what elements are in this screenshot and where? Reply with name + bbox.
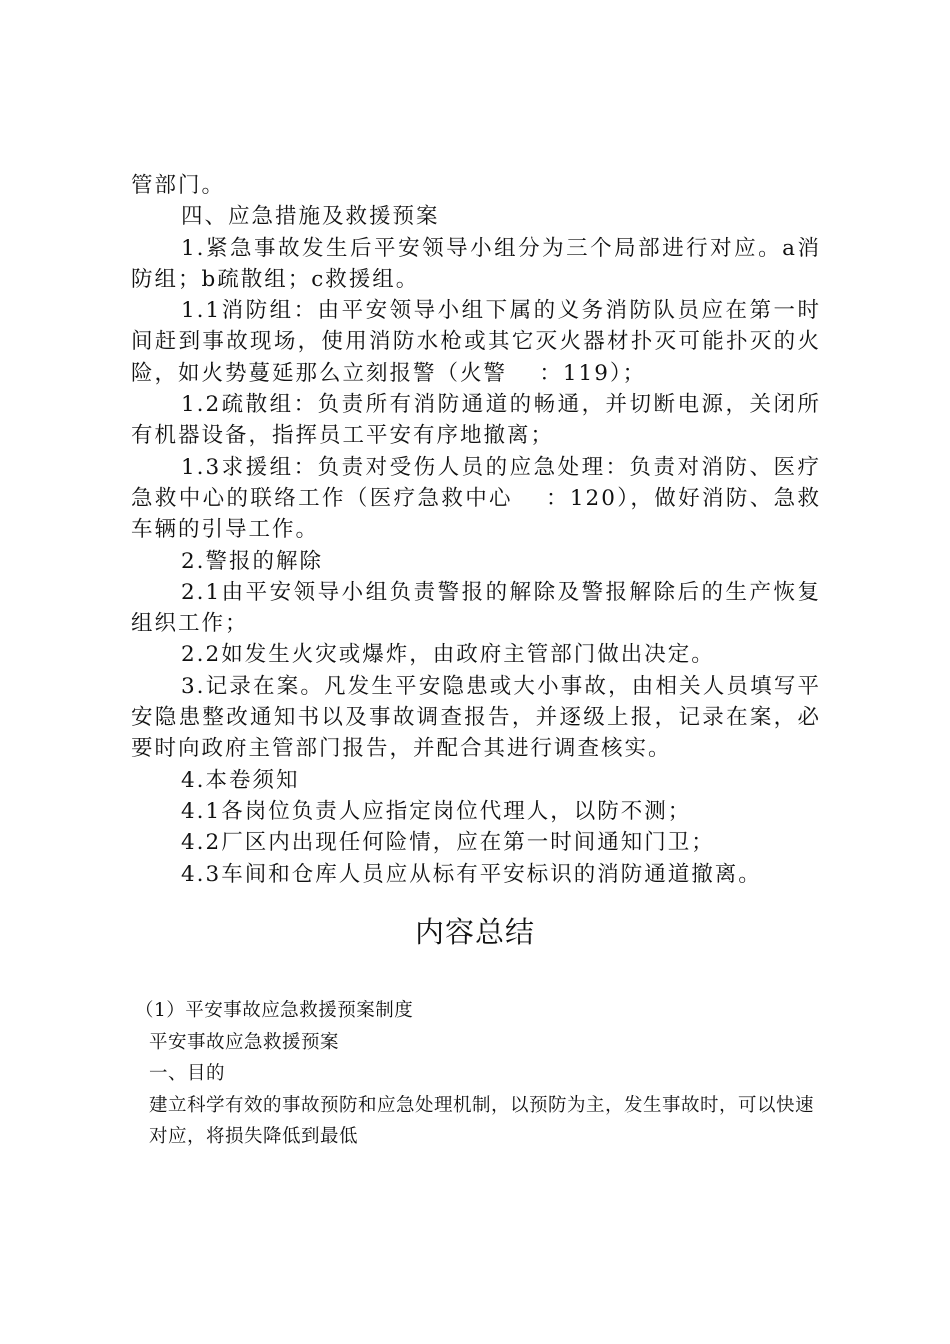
summary-section (131, 995, 821, 1153)
paragraph-8: 2.2如发生火灾或爆炸，由政府主管部门做出决定。 (181, 642, 715, 668)
paragraph-6: 2.警报的解除 (181, 548, 324, 574)
paragraph-0: 管部门。 (131, 173, 226, 198)
paragraph-3: 1.1消防组：由平安领导小组下属的义务消防队员应在第一时间赶到事故现场，使用消防水枪或其它灭火器材扑灭可能扑灭的火险，如火势蔓延那么立刻报警（火警 ：119）； (131, 298, 821, 386)
paragraph-11: 4.1各岗位负责人应指定岗位代理人，以防不测； (181, 798, 692, 824)
body-text (131, 170, 821, 890)
summary-line-0: （1）平安事故应急救援预案制度 (135, 1000, 414, 1021)
summary-line-3: 建立科学有效的事故预防和应急处理机制，以预防为主，发生事故时，可以快速对应，将损失降低到最低 (149, 1094, 815, 1147)
paragraph-7: 2.1由平安领导小组负责警报的解除及警报解除后的生产恢复组织工作； (131, 579, 821, 637)
summary-title: 内容总结 (414, 915, 535, 949)
paragraph-1: 四、应急措施及救援预案 (181, 204, 440, 230)
paragraph-5: 1.3求援组：负责对受伤人员的应急处理：负责对消防、医疗急救中心的联络工作（医疗急救中心 ：120），做好消防、急救车辆的引导工作。 (131, 454, 821, 543)
paragraph-13: 4.3车间和仓库人员应从标有平安标识的消防通道撤离。 (181, 861, 762, 887)
paragraph-12: 4.2厂区内出现任何险情，应在第一时间通知门卫； (181, 830, 715, 856)
paragraph-9: 3.记录在案。凡发生平安隐患或大小事故，由相关人员填写平安隐患整改通知书以及事故调查报告，并逐级上报，记录在案，必要时向政府主管部门报告，并配合其进行调查核实。 (131, 673, 821, 762)
summary-line-2: 一、目的 (149, 1063, 226, 1084)
paragraph-10: 4.本卷须知 (181, 767, 300, 793)
paragraph-2: 1.紧急事故发生后平安领导小组分为三个局部进行对应。a消防组；b疏散组；c救援组。 (131, 235, 821, 292)
summary-line-1: 平安事故应急救援预案 (149, 1031, 340, 1053)
paragraph-4: 1.2疏散组：负责所有消防通道的畅通，并切断电源，关闭所有机器设备，指挥员工平安有序地撤离； (131, 392, 821, 449)
